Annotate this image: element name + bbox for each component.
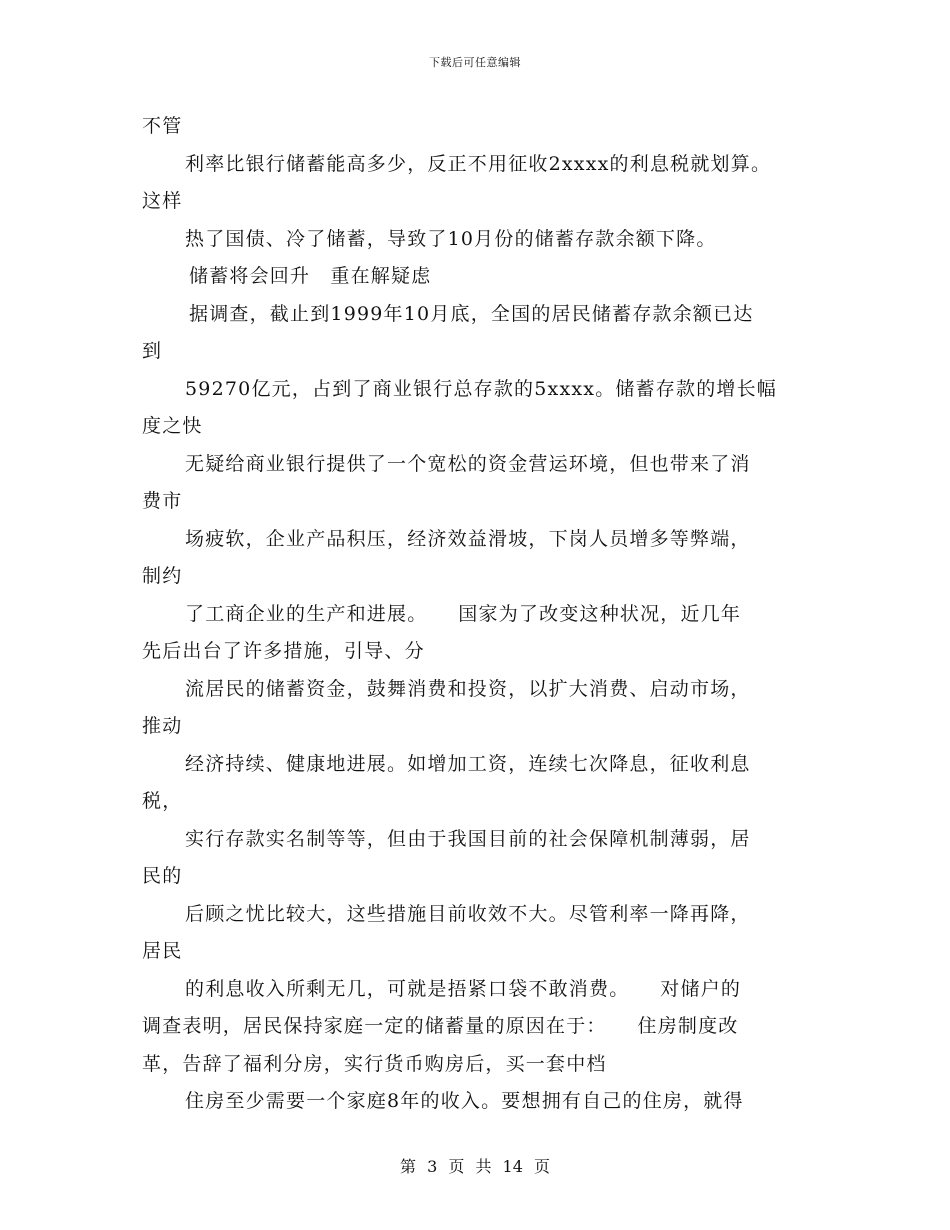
text-line: 调查表明，居民保持家庭一定的储蓄量的原因在于： 住房制度改	[142, 1015, 739, 1037]
text-line: 制约	[142, 565, 183, 587]
text-line: 民的	[142, 865, 183, 887]
text-line: 利率比银行储蓄能高多少，反正不用征收2xxxx的利息税就划算。	[185, 152, 772, 175]
text-line: 据调查，截止到1999年10月底，全国的居民储蓄存款余额已达	[189, 302, 754, 325]
text-line: 住房至少需要一个家庭8年的收入。要想拥有自己的住房，就得	[185, 1090, 744, 1112]
text-line: 59270亿元，占到了商业银行总存款的5xxxx。储蓄存款的增长幅	[185, 377, 777, 400]
text-line: 无疑给商业银行提供了一个宽松的资金营运环境，但也带来了消	[185, 452, 751, 475]
text-line: 税，	[142, 790, 183, 812]
text-line: 推动	[142, 715, 183, 737]
text-line: 不管	[142, 115, 183, 137]
text-line: 居民	[142, 940, 183, 962]
text-line: 流居民的储蓄资金，鼓舞消费和投资，以扩大消费、启动市场，	[185, 677, 751, 700]
page-header: 下载后可任意编辑	[429, 56, 521, 69]
section-heading: 储蓄将会回升 重在解疑虑	[189, 265, 432, 287]
text-line: 的利息收入所剩无几，可就是捂紧口袋不敢消费。 对储户的	[185, 977, 742, 1000]
text-line: 到	[142, 340, 163, 362]
text-line: 费市	[142, 490, 183, 512]
text-line: 经济持续、健康地进展。如增加工资，连续七次降息，征收利息	[185, 752, 751, 775]
text-line: 革，告辞了福利分房，实行货币购房后，买一套中档	[142, 1052, 607, 1075]
text-line: 度之快	[142, 415, 203, 437]
text-line: 热了国债、冷了储蓄，导致了10月份的储蓄存款余额下降。	[185, 227, 717, 250]
document-body	[142, 108, 812, 1121]
text-line: 了工商企业的生产和进展。 国家为了改变这种状况，近几年	[185, 602, 742, 625]
text-line: 场疲软，企业产品积压，经济效益滑坡，下岗人员增多等弊端，	[185, 527, 751, 550]
text-line: 先后出台了许多措施，引导、分	[142, 640, 425, 662]
text-line: 这样	[142, 190, 183, 212]
page-footer: 第 3 页 共 14 页	[400, 1157, 550, 1176]
text-line: 实行存款实名制等等，但由于我国目前的社会保障机制薄弱，居	[185, 827, 751, 850]
text-line: 后顾之忧比较大，这些措施目前收效不大。尽管利率一降再降，	[185, 902, 751, 925]
